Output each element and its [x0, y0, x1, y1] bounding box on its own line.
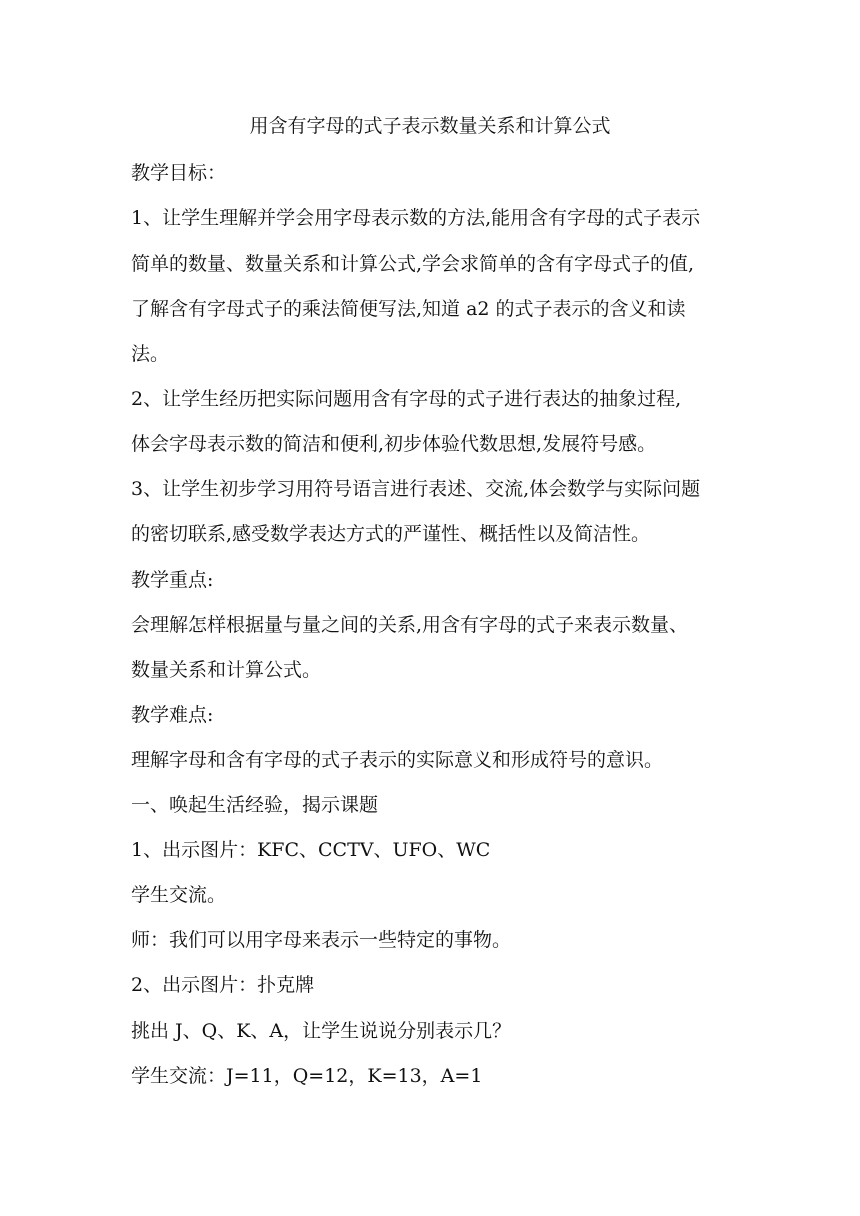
- difficulties-line: 理解字母和含有字母的式子表示的实际意义和形成符号的意识。: [131, 749, 664, 771]
- objective-2-line-2: 体会字母表示数的简洁和便利,初步体验代数思想,发展符号感。: [131, 433, 657, 455]
- section-heading-part-one: 一、唤起生活经验，揭示课题: [131, 794, 379, 816]
- document-title: 用含有字母的式子表示数量关系和计算公式: [249, 115, 611, 137]
- step-2-line: 2、出示图片：扑克牌: [131, 974, 315, 996]
- objective-1-line-3: 了解含有字母式子的乘法简便写法,知道 a2 的式子表示的含义和读: [131, 298, 686, 320]
- objective-1-line-2: 简单的数量、数量关系和计算公式,学会求简单的含有字母式子的值,: [131, 253, 695, 275]
- objective-1-line-4: 法。: [131, 343, 170, 365]
- key-points-line-1: 会理解怎样根据量与量之间的关系,用含有字母的式子来表示数量、: [131, 614, 689, 636]
- objective-1-line-1: 1、让学生理解并学会用字母表示数的方法,能用含有字母的式子表示: [131, 207, 701, 229]
- student-exchange-values-line: 学生交流：J=11，Q=12，K=13，A=1: [131, 1065, 483, 1087]
- step-1-line: 1、出示图片：KFC、CCTV、UFO、WC: [131, 839, 491, 861]
- objective-3-line-1: 3、让学生初步学习用符号语言进行表述、交流,体会数学与实际问题: [131, 478, 701, 500]
- section-heading-key-points: 教学重点:: [131, 569, 214, 591]
- key-points-line-2: 数量关系和计算公式。: [131, 659, 322, 681]
- student-exchange-line: 学生交流。: [131, 884, 227, 906]
- section-heading-difficulties: 教学难点:: [131, 704, 214, 726]
- teacher-line: 师：我们可以用字母来表示一些特定的事物。: [131, 929, 512, 951]
- objective-2-line-1: 2、让学生经历把实际问题用含有字母的式子进行表达的抽象过程,: [131, 388, 682, 410]
- section-heading-teaching-objectives: 教学目标：: [131, 162, 227, 184]
- pick-cards-line: 挑出 J、Q、K、A，让学生说说分别表示几？: [131, 1020, 512, 1042]
- objective-3-line-2: 的密切联系,感受数学表达方式的严谨性、概括性以及简洁性。: [131, 523, 651, 545]
